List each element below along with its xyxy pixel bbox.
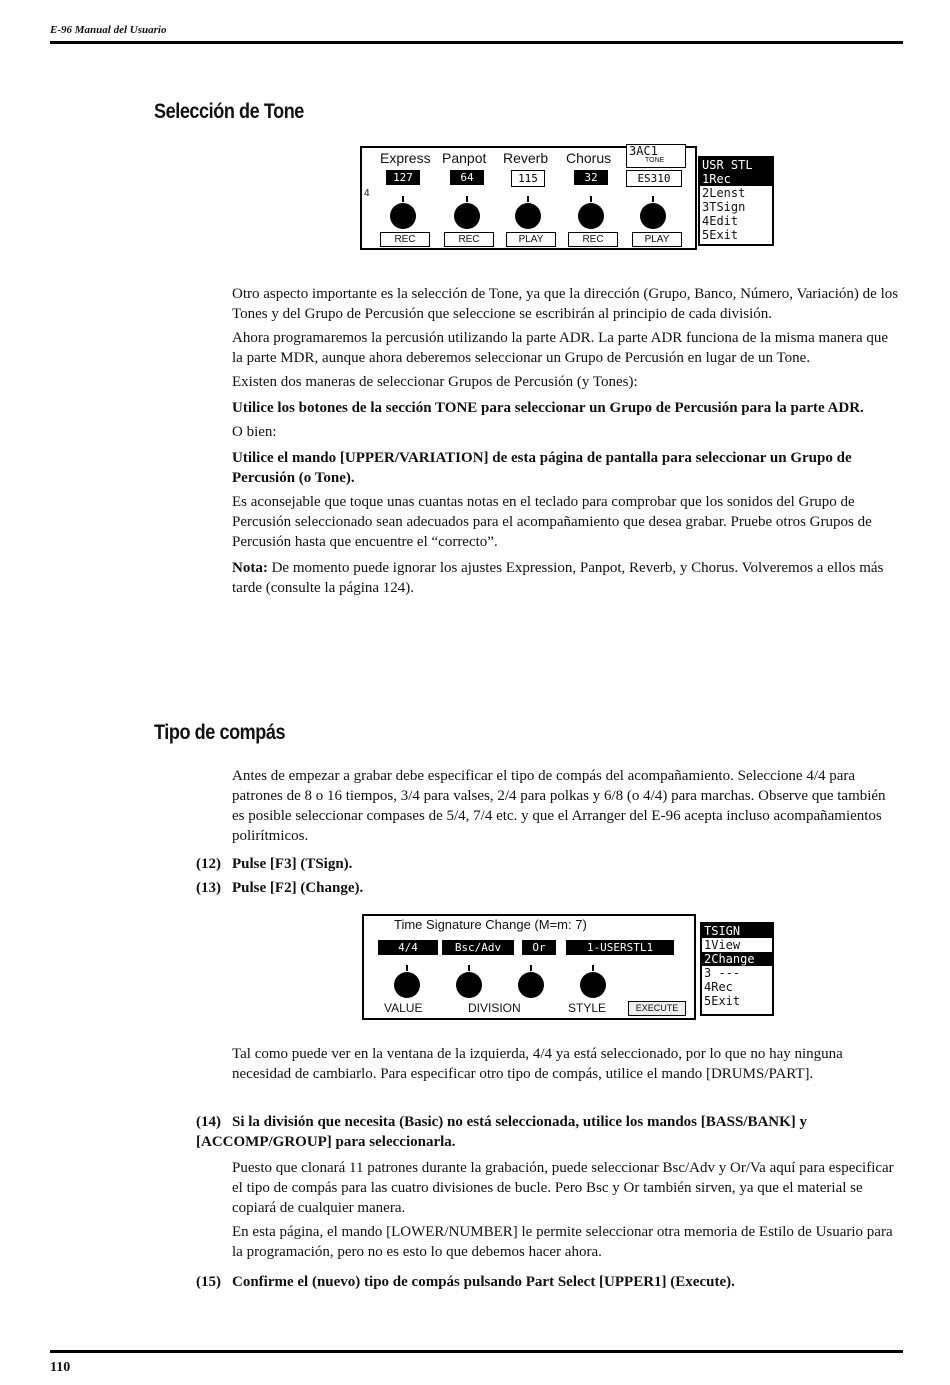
- menu-item-lenst[interactable]: 2Lenst: [702, 186, 746, 200]
- section-title-tone-selection: Selección de Tone: [154, 100, 304, 123]
- step-14: [196, 1112, 901, 1152]
- menu-title: USR STL: [700, 158, 772, 172]
- value-knob-icon[interactable]: [394, 972, 420, 998]
- menu-title: TSIGN: [702, 924, 772, 938]
- paragraph: Existen dos maneras de seleccionar Grupos de Percusión (y Tones):: [232, 374, 638, 390]
- label-express: Express: [380, 150, 431, 166]
- menu-item-empty: 3 ---: [704, 966, 741, 980]
- step-15: [196, 1272, 901, 1292]
- paragraph: Es aconsejable que toque unas cuantas notas en el teclado para comprobar que los sonidos del Grupo de Percusión seleccionado sean adecuados para el acompañamiento que desea grabar. Pruebe otros Grupos de Percusión hasta que encuentre el “correcto”.: [232, 494, 872, 550]
- step-text: Pulse [F2] (Change).: [232, 880, 364, 896]
- panpot-value[interactable]: 64: [450, 170, 484, 185]
- reverb-value[interactable]: 115: [511, 170, 545, 187]
- side-marker: 4: [364, 188, 370, 199]
- step-text: Confirme el (nuevo) tipo de compás pulsando Part Select [UPPER1] (Execute).: [232, 1274, 735, 1290]
- division-knob-icon[interactable]: [456, 972, 482, 998]
- paragraph-bold: Utilice el mando [UPPER/VARIATION] de esta página de pantalla para seleccionar un Grupo de Percusión (o Tone).: [232, 450, 852, 486]
- reverb-knob-icon[interactable]: [515, 203, 541, 229]
- footer-rule: [50, 1350, 903, 1353]
- step-12: [196, 854, 901, 874]
- note-paragraph: [232, 558, 899, 598]
- rec-button-2[interactable]: REC: [444, 232, 494, 247]
- section-title-time-signature: Tipo de compás: [154, 721, 286, 744]
- step-number: (15): [196, 1274, 221, 1290]
- paragraph: En esta página, el mando [LOWER/NUMBER] le permite seleccionar otra memoria de Estilo de Usuario para la programación, pero no es esto lo que debemos hacer ahora.: [232, 1224, 893, 1260]
- menu-item-rec[interactable]: 4Rec: [704, 980, 733, 994]
- play-button-2[interactable]: PLAY: [632, 232, 682, 247]
- variation-field[interactable]: Or: [522, 940, 556, 955]
- usr-stl-menu: [698, 156, 774, 246]
- note-text: De momento puede ignorar los ajustes Expression, Panpot, Reverb, y Chorus. Volveremos a ellos más tarde (consulte la página 124).: [232, 560, 884, 596]
- menu-item-exit[interactable]: 5Exit: [704, 994, 741, 1008]
- label-reverb: Reverb: [503, 150, 549, 166]
- time-signature-lcd-screen: [362, 914, 696, 1020]
- express-knob-icon[interactable]: [390, 203, 416, 229]
- step-number: (12): [196, 856, 221, 872]
- label-chorus: Chorus: [566, 150, 612, 166]
- menu-item-change[interactable]: 2Change: [702, 952, 772, 966]
- panpot-knob-icon[interactable]: [454, 203, 480, 229]
- label-panpot: Panpot: [442, 150, 487, 166]
- tone-knob-icon[interactable]: [640, 203, 666, 229]
- express-value[interactable]: 127: [386, 170, 420, 185]
- section1-body: [232, 284, 899, 598]
- step-13: [196, 878, 901, 898]
- execute-button[interactable]: EXECUTE: [628, 1001, 686, 1016]
- paragraph: Puesto que clonará 11 patrones durante la grabación, puede seleccionar Bsc/Adv y Or/Va aquí para especificar el tipo de compás para las cuatro divisiones de bucle. Pero Bsc y Or también sirven, ya que el material se copiará de cualquier manera.: [232, 1160, 894, 1216]
- step-14-details: [232, 1158, 899, 1262]
- style-field[interactable]: 1-USERSTL1: [566, 940, 674, 955]
- chorus-knob-icon[interactable]: [578, 203, 604, 229]
- style-label: STYLE: [568, 1001, 607, 1015]
- tsign-menu: [700, 922, 774, 1016]
- rec-button-3[interactable]: REC: [568, 232, 618, 247]
- play-button-1[interactable]: PLAY: [506, 232, 556, 247]
- variation-knob-icon[interactable]: [518, 972, 544, 998]
- rec-button-1[interactable]: REC: [380, 232, 430, 247]
- menu-item-view[interactable]: 1View: [704, 938, 741, 952]
- tone-box: [626, 144, 686, 168]
- step-number: (14): [196, 1114, 221, 1130]
- division-label: DIVISION: [468, 1001, 521, 1015]
- menu-item-rec[interactable]: 1Rec: [700, 172, 772, 186]
- menu-item-tsign[interactable]: 3TSign: [702, 200, 746, 214]
- chorus-value[interactable]: 32: [574, 170, 608, 185]
- page-number: 110: [50, 1360, 71, 1375]
- paragraph: Otro aspecto importante es la selección de Tone, ya que la dirección (Grupo, Banco, Número, Variación) de los Tones y del Grupo de Percusión que seleccione se escribirán al principio de cada división.: [232, 286, 899, 322]
- note-label: Nota:: [232, 560, 268, 576]
- step-text: Si la división que necesita (Basic) no está seleccionada, utilice los mandos [BASS/BANK] y [ACCOMP/GROUP] para seleccionarla.: [196, 1114, 808, 1150]
- tone-lcd-screen: [360, 146, 697, 250]
- tone-label: TONE: [645, 157, 665, 164]
- value-label: VALUE: [384, 1001, 423, 1015]
- lcd-title: Time Signature Change (M=m: 7): [394, 917, 587, 932]
- menu-item-edit[interactable]: 4Edit: [702, 214, 739, 228]
- style-knob-icon[interactable]: [580, 972, 606, 998]
- step-number: (13): [196, 880, 221, 896]
- tone-value[interactable]: ES310: [626, 170, 682, 187]
- paragraph: Ahora programaremos la percusión utilizando la parte ADR. La parte ADR funciona de la misma manera que la parte MDR, aunque ahora deberemos seleccionar un Grupo de Percusión en lugar de un Tone.: [232, 330, 889, 366]
- value-field[interactable]: 4/4: [378, 940, 438, 955]
- after-lcd-text: Tal como puede ver en la ventana de la izquierda, 4/4 ya está seleccionado, por lo que no hay ninguna necesidad de cambiarlo. Para especificar otro tipo de compás, utilice el mando [DRUMS/PART].: [232, 1046, 843, 1082]
- header-rule: [50, 41, 903, 44]
- menu-item-exit[interactable]: 5Exit: [702, 228, 739, 242]
- section2-intro: Antes de empezar a grabar debe especificar el tipo de compás del acompañamiento. Seleccione 4/4 para patrones de 8 o 16 tiempos, 3/4 para valses, 2/4 para polkas y 6/8 (o 4/4) para marchas. Observe que también es posible seleccionar compases de 5/4, 7/4 etc. y que el Arranger del E-96 acepta incluso acompañamientos polirítmicos.: [232, 768, 886, 844]
- step-text: Pulse [F3] (TSign).: [232, 856, 353, 872]
- division-field[interactable]: Bsc/Adv: [442, 940, 514, 955]
- paragraph-bold: Utilice los botones de la sección TONE para seleccionar un Grupo de Percusión para la parte ADR.: [232, 400, 864, 416]
- paragraph: O bien:: [232, 424, 277, 440]
- running-header: E-96 Manual del Usuario: [50, 24, 167, 36]
- tone-code: 3AC1: [629, 144, 658, 158]
